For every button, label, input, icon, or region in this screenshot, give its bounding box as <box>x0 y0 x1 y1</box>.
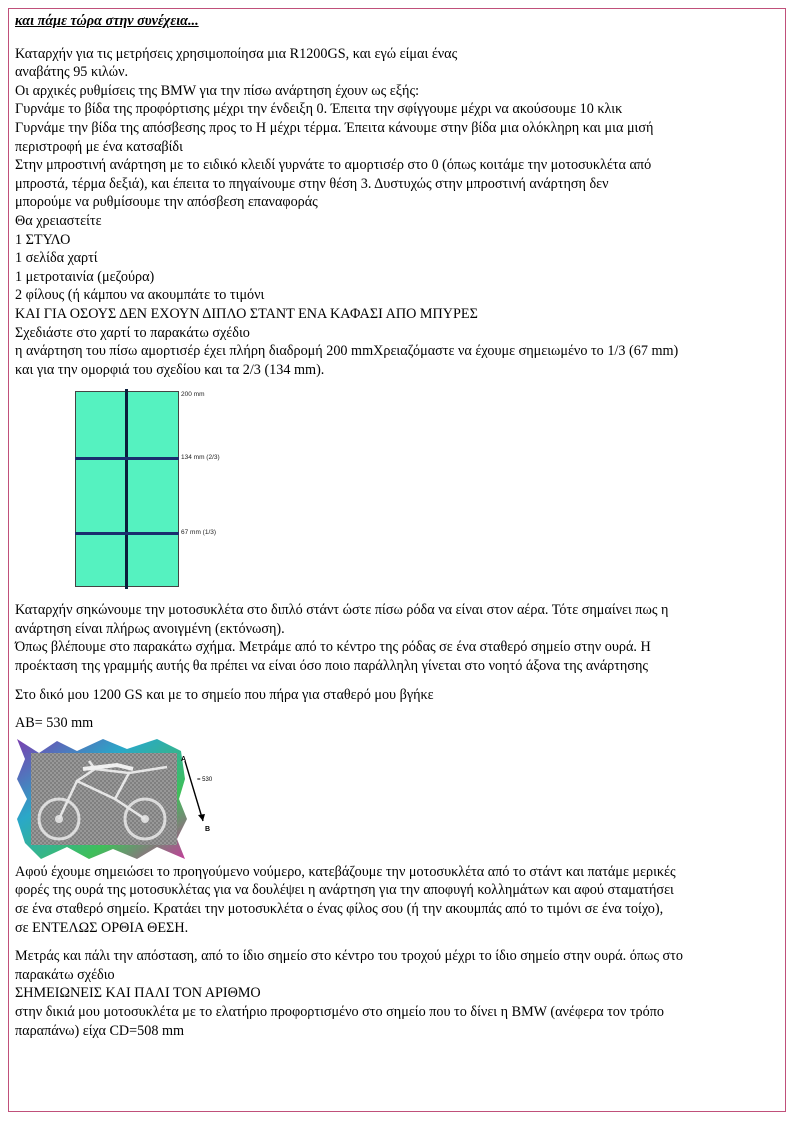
text-line: μπροστά, τέρμα δεξιά), και έπειτα το πηγαίνουμε στην θέση 3. Δυστυχώς στην μπροστινή ανάρτηση δεν <box>15 175 609 192</box>
text-line: 2 φίλους (ή κάμπου να ακουμπάτε το τιμόνι <box>15 287 265 304</box>
section-measure-again <box>15 947 775 1040</box>
text-line: φορές της ουρά της μοτοσυκλέτας για να δουλέψει η ανάρτηση για την αποφυγή κολλημάτων και αφού σταματήσει <box>15 882 674 899</box>
text-line: παρακάτω σχέδιο <box>15 966 115 983</box>
section-lower-bike <box>15 863 775 937</box>
text-line: σε ένα σταθερό σημείο. Κρατάει την μοτοσυκλέτα ο ένας φίλος σου (ή την ακουμπάς από το τιμόνι σε ένα τοίχο), <box>15 901 664 918</box>
text-line: Γυρνάμε την βίδα της απόσβεσης προς το Η μέχρι τέρμα. Έπειτα κάνουμε στην βίδα μια ολόκληρη και μια μισή <box>15 119 654 136</box>
text-line: περιστροφή με ένα κατσαβίδι <box>15 138 183 155</box>
text-line: ΣΗΜΕΙΩΝΕΙΣ ΚΑΙ ΠΑΛΙ ΤΟΝ ΑΡΙΘΜΟ <box>15 985 261 1002</box>
text-line: Σχεδιάστε στο χαρτί το παρακάτω σχέδιο <box>15 324 250 341</box>
text-line: παραπάνω) είχα CD=508 mm <box>15 1022 185 1039</box>
text-line: προέκταση της γραμμής αυτής θα πρέπει να είναι όσο ποιο παράλληλη γίνεται στο νοητό άξονα της ανάρτησης <box>15 658 649 675</box>
label-530: = 530 <box>197 776 213 783</box>
diagram-line-two-thirds <box>75 457 179 460</box>
text-line: Θα χρειαστείτε <box>15 212 102 229</box>
intro-section <box>15 45 775 380</box>
label-b: B <box>205 825 211 833</box>
arrow-head <box>198 814 205 821</box>
text-line: και για την ομορφιά του σχεδίου και τα 2/3 (134 mm). <box>15 361 325 378</box>
label-200mm: 200 mm <box>181 391 205 399</box>
text-line: 1 σελίδα χαρτί <box>15 250 98 267</box>
motorcycle-measurement-image <box>17 739 217 859</box>
text-line: Γυρνάμε το βίδα της προφόρτισης μέχρι την ένδειξη 0. Έπειτα την σφίγγουμε μέχρι να ακούσουμε 10 κλικ <box>15 101 623 118</box>
text-line: ΚΑΙ ΓΙΑ ΟΣΟΥΣ ΔΕΝ ΕΧΟΥΝ ΔΙΠΛΟ ΣΤΑΝΤ ΕΝΑ ΚΑΦΑΣΙ ΑΠΟ ΜΠΥΡΕΣ <box>15 305 478 322</box>
diagram-vertical-line <box>125 389 128 589</box>
text-line: 1 ΣΤΥΛΟ <box>15 231 71 248</box>
text-line: αναβάτης 95 κιλών. <box>15 64 129 81</box>
shock-travel-diagram <box>75 391 315 591</box>
measurement-ab: AB= 530 mm <box>15 715 94 732</box>
text-line: η ανάρτηση του πίσω αμορτισέρ έχει πλήρη διαδρομή 200 mmΧρειαζόμαστε να έχουμε σημειωμένο το 1/3 (67 mm) <box>15 343 679 360</box>
text-line: Καταρχήν για τις μετρήσεις χρησιμοποίησα μια R1200GS, και εγώ είμαι ένας <box>15 45 458 62</box>
label-a: A <box>181 755 187 763</box>
text-line: Μετράς και πάλι την απόσταση, από το ίδιο σημείο στο κέντρο του τροχού μέχρι το ίδιο σημείο στην ουρά. όπως στο <box>15 948 683 965</box>
section-lift-bike <box>15 601 775 675</box>
label-134mm: 134 mm (2/3) <box>181 454 220 462</box>
text-line: Όπως βλέπουμε στο παρακάτω σχήμα. Μετράμε από το κέντρο της ρόδας σε ένα σταθερό σημείο στην ουρά. Η <box>15 639 651 656</box>
text-line: ανάρτηση είναι πλήρως ανοιγμένη (εκτόνωση). <box>15 620 285 637</box>
text-line: Στην μπροστινή ανάρτηση με το ειδικό κλειδί γυρνάτε το αμορτισέρ στο 0 (όπως κοιτάμε την μοτοσυκλέτα από <box>15 157 652 174</box>
text-line: 1 μετροταινία (μεζούρα) <box>15 268 155 285</box>
diagram-line-one-third <box>75 532 179 535</box>
text-line: Οι αρχικές ρυθμίσεις της BMW για την πίσω ανάρτηση έχουν ως εξής: <box>15 82 420 99</box>
text-line: σε ΕΝΤΕΛΩΣ ΟΡΘΙΑ ΘΕΣΗ. <box>15 919 189 936</box>
text-line: στην δικιά μου μοτοσυκλέτα με το ελατήριο προφορτισμένο στο σημείο που το δίνει η BMW (ανέφερα τον τρόπο <box>15 1004 664 1020</box>
document-title: και πάμε τώρα στην συνέχεια... <box>15 13 199 29</box>
document-body <box>15 12 775 1040</box>
measurement-line <box>185 761 203 821</box>
text-line: Στο δικό μου 1200 GS και με το σημείο που πήρα για σταθερό μου βγήκε <box>15 686 434 703</box>
text-line: μπορούμε να ρυθμίσουμε την απόσβεση επαναφοράς <box>15 194 318 211</box>
text-line: Καταρχήν σηκώνουμε την μοτοσυκλέτα στο διπλό στάντ ώστε πίσω ρόδα να είναι στον αέρα. Τότε σημαίνει πως η <box>15 602 669 619</box>
label-67mm: 67 mm (1/3) <box>181 529 217 537</box>
text-line: Αφού έχουμε σημειώσει το προηγούμενο νούμερο, κατεβάζουμε την μοτοσυκλέτα από το στάντ και πατάμε μερικές <box>15 863 676 880</box>
motorcycle-illustration <box>17 739 217 859</box>
